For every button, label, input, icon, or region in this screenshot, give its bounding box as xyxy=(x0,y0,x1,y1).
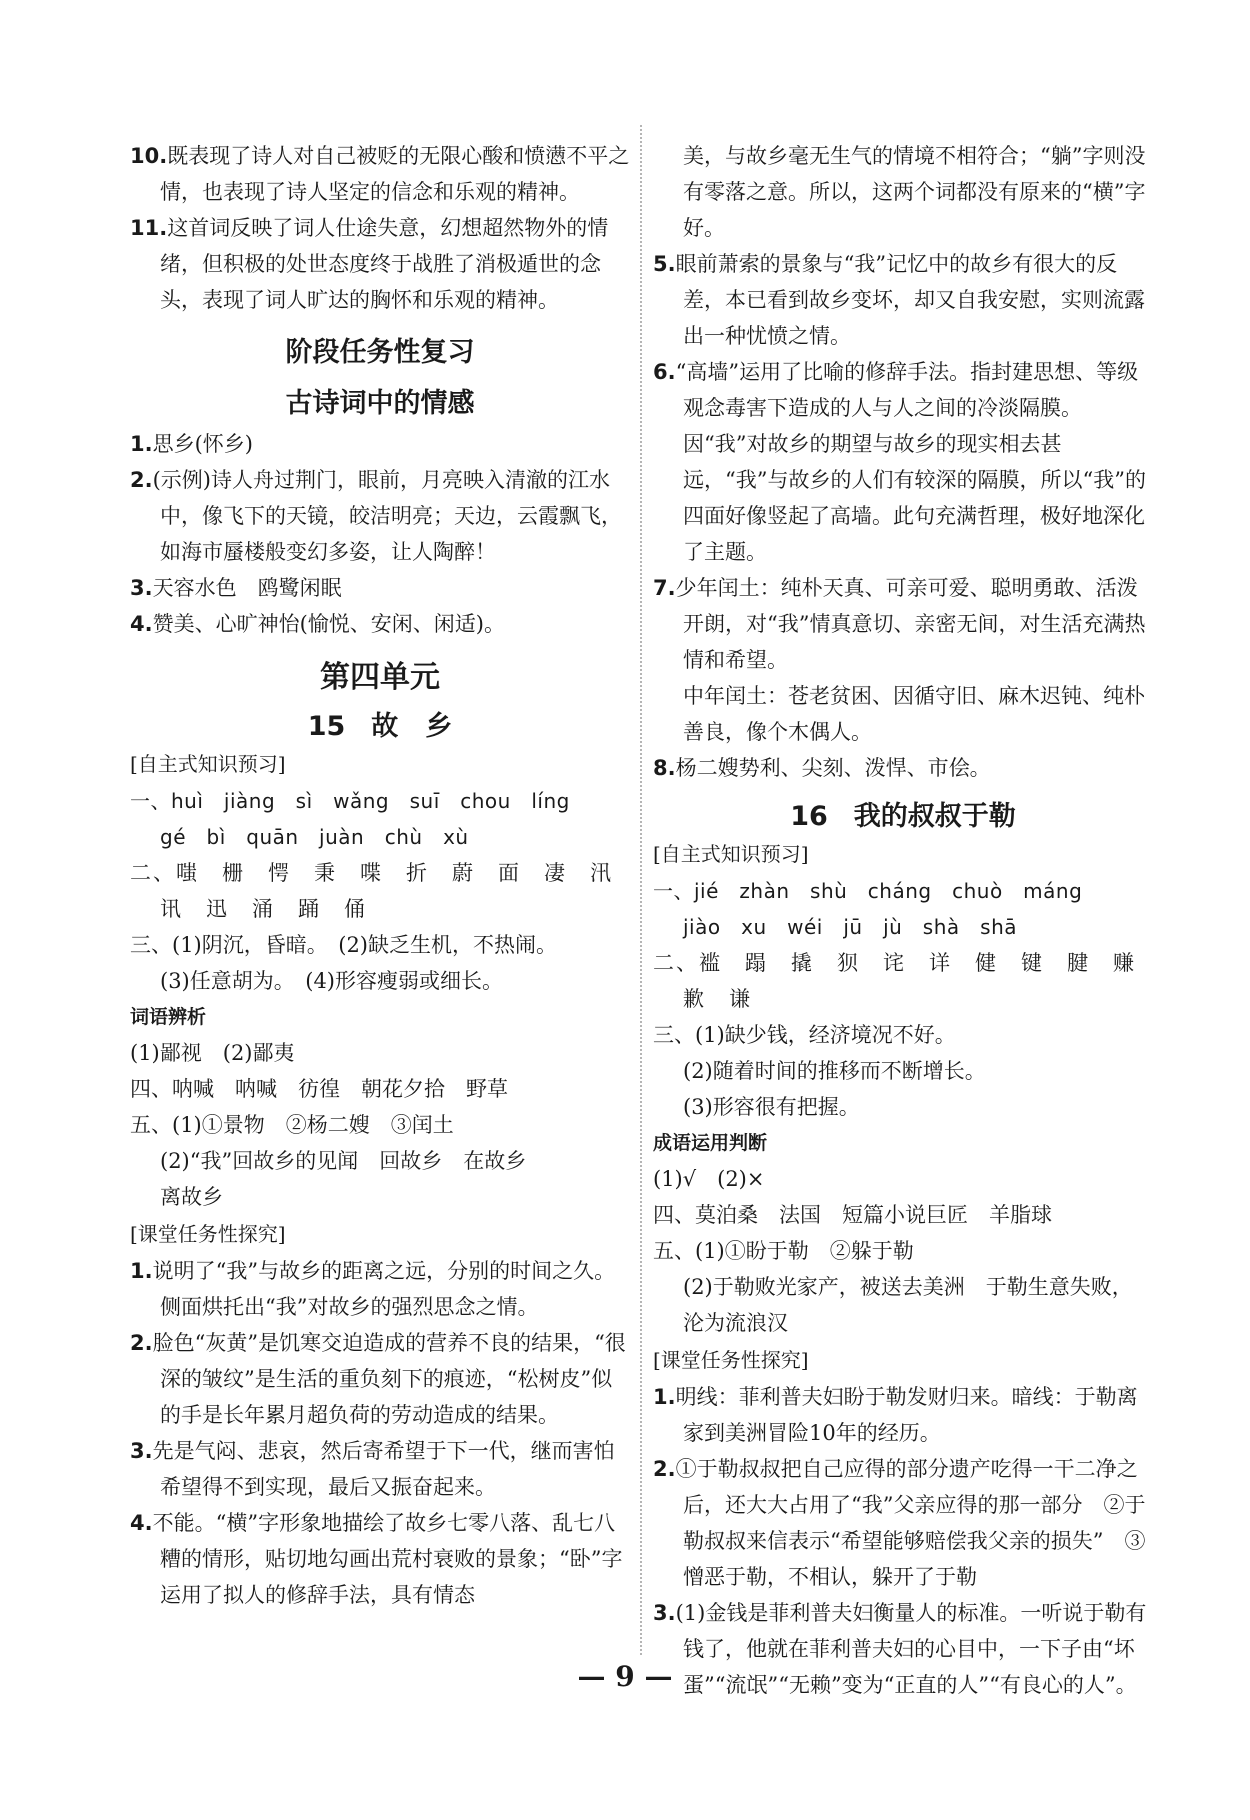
idiom-answer: (1)√ (2)× xyxy=(653,1167,765,1191)
pinyin-line: gé bì quān juàn chù xù xyxy=(160,825,469,849)
preview-label: [自主式知识预习] xyxy=(653,842,809,866)
right-column xyxy=(653,138,1153,1703)
five-line: (2)于勒败光家产，被送去美洲 于勒生意失败，沦为流浪汉 xyxy=(683,1275,1133,1335)
meaning-line: 三、(1)缺少钱，经济境况不好。 xyxy=(653,1023,956,1047)
five-line: (2)“我”回故乡的见闻 回故乡 在故乡 xyxy=(160,1149,527,1173)
explore-item-3: 3.(1)金钱是菲利普夫妇衡量人的标准。一听说于勒有钱了，他就在菲利普夫妇的心目中，一下子由“坏蛋”“流氓”“无赖”变为“正直的人”“有良心的人”。 xyxy=(653,1601,1147,1697)
answer-item-5: 5.眼前萧索的景象与“我”记忆中的故乡有很大的反差，本已看到故乡变坏，却又自我安慰，实则流露出一种忧愤之情。 xyxy=(653,252,1145,348)
stage-item-2: 2.(示例)诗人舟过荆门，眼前，月亮映入清澈的江水中，像飞下的天镜，皎洁明亮；天边，云霞飘飞，如海市蜃楼般变幻多姿，让人陶醉！ xyxy=(130,468,622,564)
explore-label: [课堂任务性探究] xyxy=(653,1348,809,1372)
chars-line: 讯 迅 涌 踊 俑 xyxy=(160,897,367,921)
word-analysis-label: 词语辨析 xyxy=(130,1006,207,1028)
preview-label: [自主式知识预习] xyxy=(130,752,286,776)
pinyin-line: 一、jié zhàn shù cháng chuò máng xyxy=(653,879,1083,903)
chars-line: 二、嗤 栅 愕 秉 喋 折 蔚 面 凄 汛 xyxy=(130,861,613,885)
stage-review-subtitle: 古诗词中的情感 xyxy=(285,388,475,419)
word-analysis-answer: (1)鄙视 (2)鄙夷 xyxy=(130,1041,295,1065)
stage-item-3: 3.天容水色 鸥鹭闲眠 xyxy=(130,576,342,600)
meaning-line: (2)随着时间的推移而不断增长。 xyxy=(683,1059,986,1083)
explore-item-1: 1.说明了“我”与故乡的距离之远，分别的时间之久。侧面烘托出“我”对故乡的强烈思念之情。 xyxy=(130,1259,616,1319)
left-column xyxy=(130,138,630,1613)
four-line: 四、莫泊桑 法国 短篇小说巨匠 羊脂球 xyxy=(653,1203,1052,1227)
pinyin-line: jiào xu wéi jū jù shà shā xyxy=(683,915,1018,939)
answer-item-8: 8.杨二嫂势利、尖刻、泼悍、市侩。 xyxy=(653,756,991,780)
explore-item-1: 1.明线：菲利普夫妇盼于勒发财归来。暗线：于勒离家到美洲冒险10年的经历。 xyxy=(653,1385,1138,1445)
explore-item-2: 2.脸色“灰黄”是饥寒交迫造成的营养不良的结果，“很深的皱纹”是生活的重负刻下的痕迹，“松树皮”似的手是长年累月超负荷的劳动造成的结果。 xyxy=(130,1331,626,1427)
explore-label: [课堂任务性探究] xyxy=(130,1222,286,1246)
lesson-16-title: 16 我的叔叔于勒 xyxy=(790,801,1016,832)
five-line: 五、(1)①景物 ②杨二嫂 ③闰土 xyxy=(130,1113,454,1137)
column-divider xyxy=(640,125,642,1655)
stage-review-title: 阶段任务性复习 xyxy=(285,337,475,368)
page-number: — 9 — xyxy=(577,1660,673,1693)
explore-item-2: 2.①于勒叔叔把自己应得的部分遗产吃得一干二净之后，还大大占用了“我”父亲应得的那一部分 ②于勒叔叔来信表示“希望能够赔偿我父亲的损失” ③憎恶于勒，不相认，躲开了于勒 xyxy=(653,1457,1146,1589)
five-line: 五、(1)①盼于勒 ②躲于勒 xyxy=(653,1239,914,1263)
chars-line: 歉 谦 xyxy=(683,987,752,1011)
pinyin-line: 一、huì jiàng sì wǎng suī chou líng xyxy=(130,789,570,813)
answer-item-6: 6.“高墙”运用了比喻的修辞手法。指封建思想、等级观念毒害下造成的人与人之间的冷淡隔膜。因“我”对故乡的期望与故乡的现实相去甚远，“我”与故乡的人们有较深的隔膜，所以“我”的四面好像竖起了高墙。此句充满哲理，极好地深化了主题。 xyxy=(653,360,1146,564)
unit-title: 第四单元 xyxy=(320,660,440,695)
meaning-line: (3)形容很有把握。 xyxy=(683,1095,860,1119)
meaning-line: (3)任意胡为。 (4)形容瘦弱或细长。 xyxy=(160,969,503,993)
idiom-label: 成语运用判断 xyxy=(653,1132,768,1154)
continued-text: 美，与故乡毫无生气的情境不相符合；“躺”字则没有零落之意。所以，这两个词都没有原来的“横”字好。 xyxy=(683,144,1146,240)
explore-item-4: 4.不能。“横”字形象地描绘了故乡七零八落、乱七八糟的情形，贴切地勾画出荒村衰败的景象；“卧”字运用了拟人的修辞手法，具有情态 xyxy=(130,1511,623,1607)
answer-item-7: 7.少年闰土：纯朴天真、可亲可爱、聪明勇敢、活泼开朗，对“我”情真意切、亲密无间，对生活充满热情和希望。 xyxy=(653,576,1146,672)
works-line: 四、呐喊 呐喊 彷徨 朝花夕拾 野草 xyxy=(130,1077,508,1101)
explore-item-3: 3.先是气闷、悲哀，然后寄希望于下一代，继而害怕希望得不到实现，最后又振奋起来。 xyxy=(130,1439,615,1499)
answer-item-7-extra: 中年闰土：苍老贫困、因循守旧、麻木迟钝、纯朴善良，像个木偶人。 xyxy=(683,684,1145,744)
stage-item-4: 4.赞美、心旷神怡(愉悦、安闲、闲适)。 xyxy=(130,612,505,636)
five-line: 离故乡 xyxy=(160,1185,223,1209)
stage-item-1: 1.思乡(怀乡) xyxy=(130,432,253,456)
chars-line: 二、褴 蹋 撬 狈 诧 详 健 键 腱 赚 xyxy=(653,951,1136,975)
lesson-15-title: 15 故 乡 xyxy=(307,711,453,742)
meaning-line: 三、(1)阴沉，昏暗。 (2)缺乏生机，不热闹。 xyxy=(130,933,557,957)
answer-item-10: 10.既表现了诗人对自己被贬的无限心酸和愤懑不平之情，也表现了诗人坚定的信念和乐观的精神。 xyxy=(130,144,630,204)
answer-item-11: 11.这首词反映了词人仕途失意，幻想超然物外的情绪，但积极的处世态度终于战胜了消极遁世的念头，表现了词人旷达的胸怀和乐观的精神。 xyxy=(130,216,609,312)
